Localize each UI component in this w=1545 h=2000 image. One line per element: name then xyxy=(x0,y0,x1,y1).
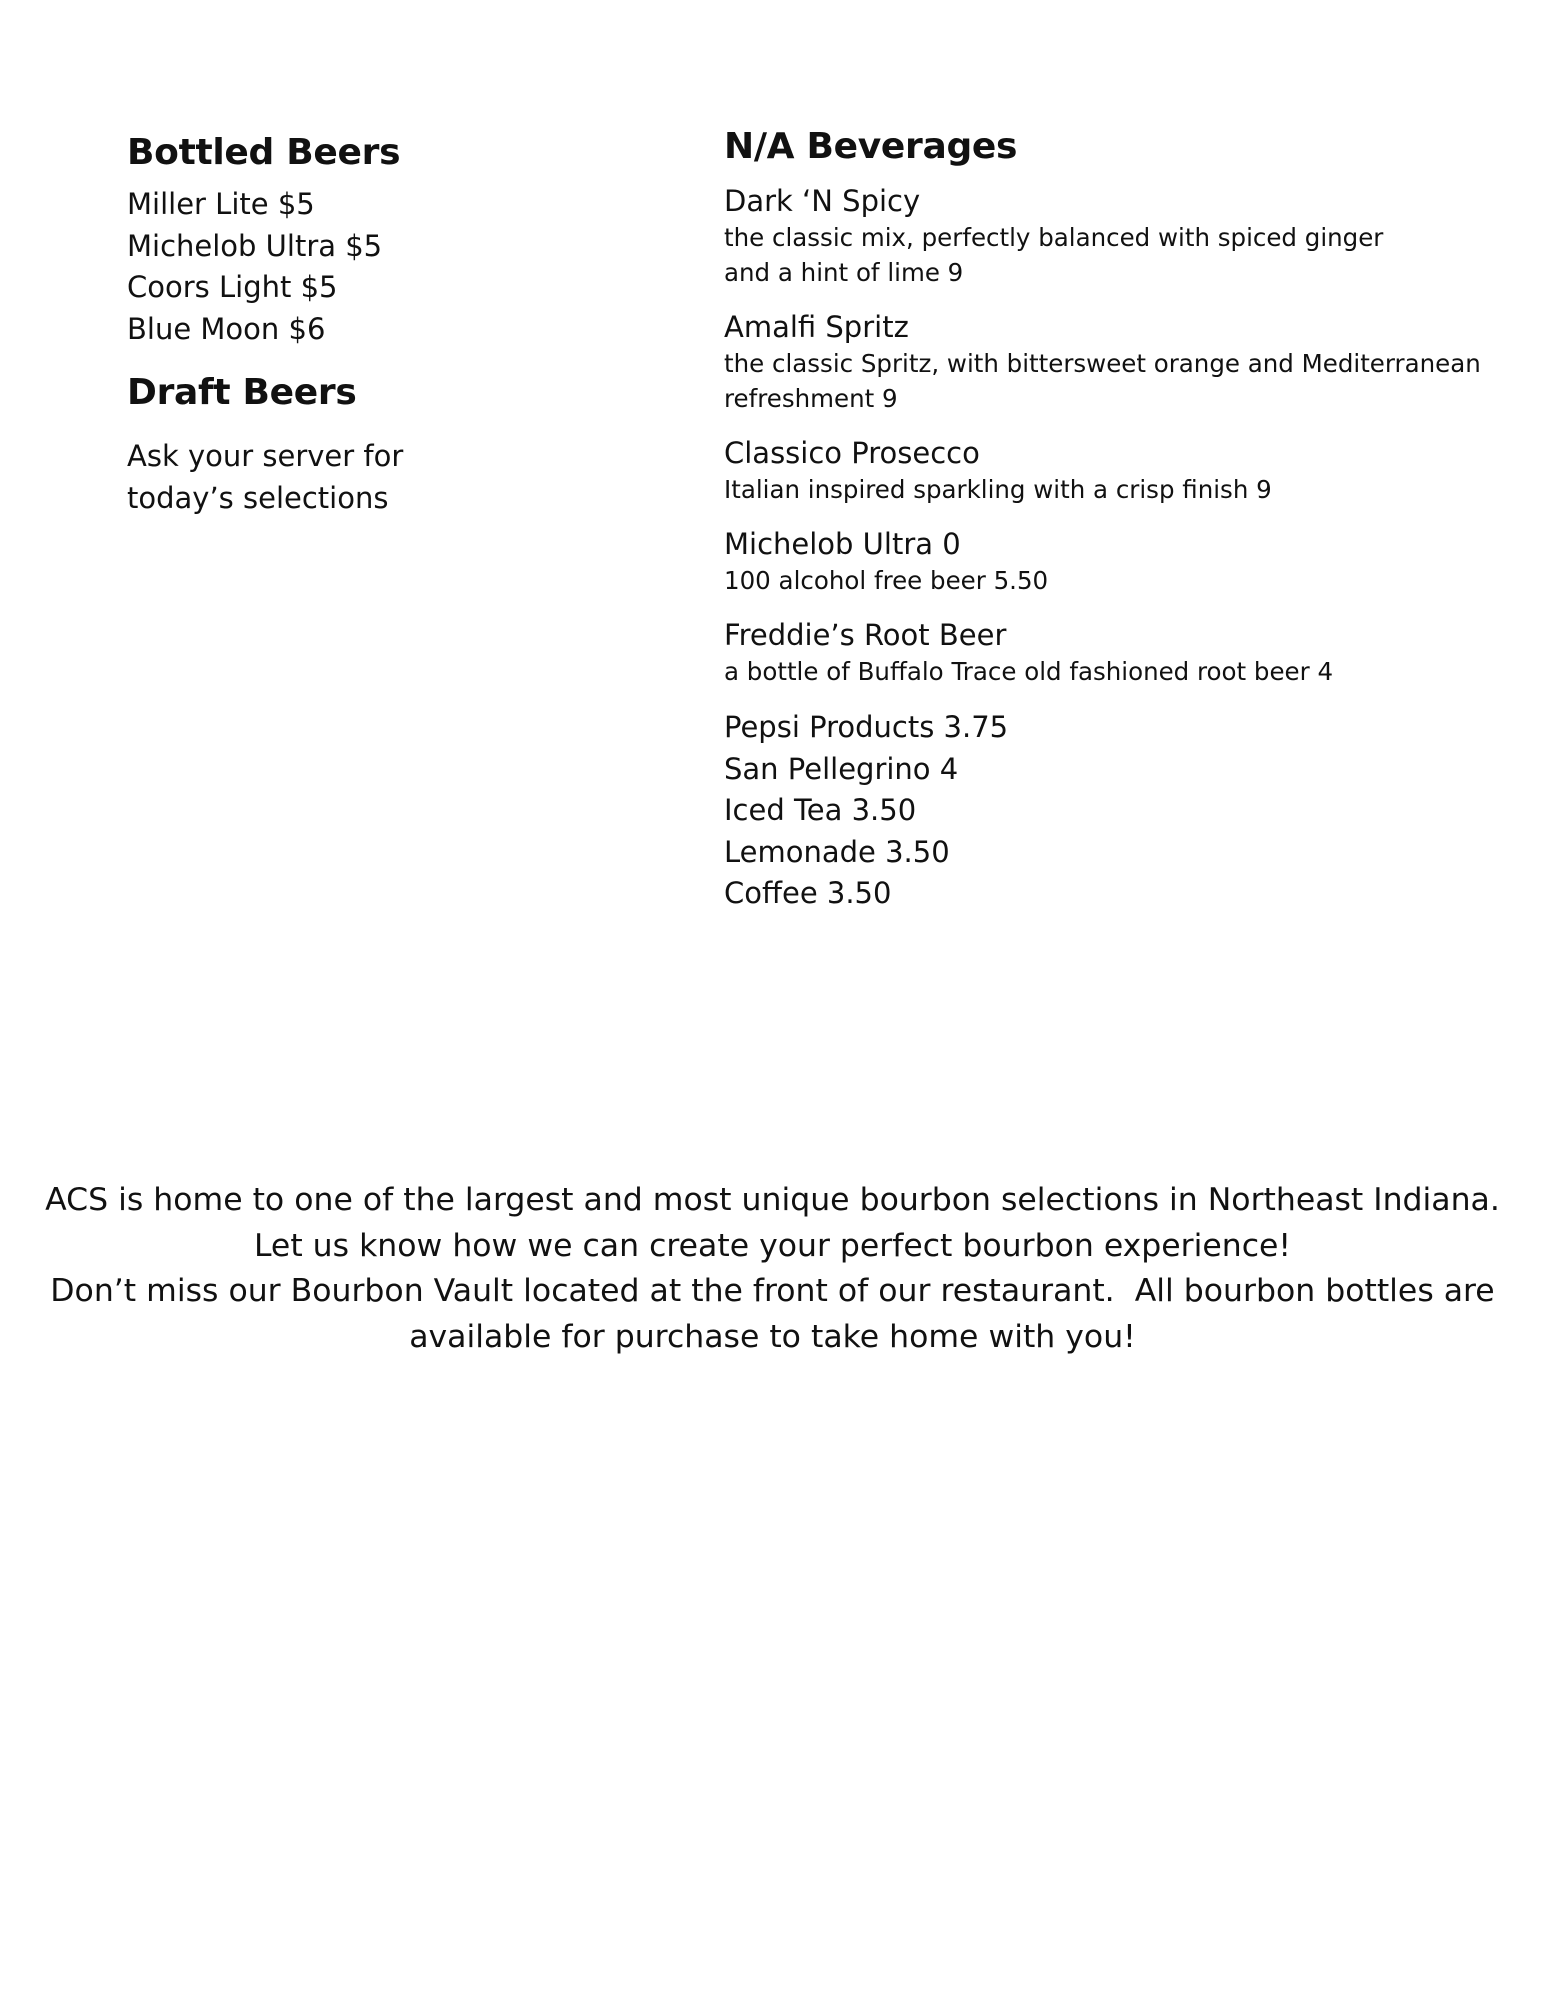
beverage-description: Italian inspired sparkling with a crisp finish 9 xyxy=(724,475,1272,504)
beverage-name: Freddie’s Root Beer xyxy=(724,618,1007,652)
na-beverages-heading: N/A Beverages xyxy=(724,126,1018,167)
beverage-description: refreshment 9 xyxy=(724,384,898,413)
footer-line: available for purchase to take home with you! xyxy=(409,1318,1136,1355)
left-column xyxy=(127,130,647,519)
na-simple-item: Coffee 3.50 xyxy=(724,876,892,910)
bourbon-footer xyxy=(0,1178,1545,1360)
bottled-beer-item: Coors Light $5 xyxy=(127,270,338,304)
na-simple-item: Lemonade 3.50 xyxy=(724,834,950,869)
footer-line: ACS is home to one of the largest and most unique bourbon selections in Northeast Indiana. xyxy=(45,1182,1500,1218)
footer-line: Don’t miss our Bourbon Vault located at the front of our restaurant. All bourbon bottles are xyxy=(50,1273,1495,1309)
draft-beers-heading: Draft Beers xyxy=(127,372,357,413)
beverage-description: the classic mix, perfectly balanced with spiced ginger xyxy=(724,223,1384,252)
right-column xyxy=(724,124,1524,915)
beverage-name: Amalfi Spritz xyxy=(724,310,909,344)
footer-line: Let us know how we can create your perfect bourbon experience! xyxy=(253,1227,1292,1264)
beverage-description: 100 alcohol free beer 5.50 xyxy=(724,566,1049,595)
bottled-beers-list xyxy=(127,184,647,350)
draft-note-line: today’s selections xyxy=(127,480,389,515)
na-beverage-item xyxy=(724,308,1524,416)
beverage-name: Classico Prosecco xyxy=(724,436,980,470)
beverage-description: and a hint of lime 9 xyxy=(724,258,964,287)
draft-beers-note xyxy=(127,436,647,519)
beverage-description: a bottle of Buffalo Trace old fashioned root beer 4 xyxy=(724,657,1334,686)
na-simple-item: Pepsi Products 3.75 xyxy=(724,710,1009,744)
beverage-description: the classic Spritz, with bittersweet orange and Mediterranean xyxy=(724,349,1481,378)
na-beverage-item xyxy=(724,182,1524,290)
na-simple-list xyxy=(724,707,1524,915)
bottled-beer-item: Miller Lite $5 xyxy=(127,187,315,221)
beverage-name: Michelob Ultra 0 xyxy=(724,527,961,561)
bottled-beers-heading: Bottled Beers xyxy=(127,132,401,173)
na-beverage-item xyxy=(724,616,1524,689)
na-simple-item: San Pellegrino 4 xyxy=(724,751,959,786)
bottled-beer-item: Blue Moon $6 xyxy=(127,311,326,346)
beverage-name: Dark ‘N Spicy xyxy=(724,184,921,218)
na-simple-item: Iced Tea 3.50 xyxy=(724,793,917,827)
na-beverage-item xyxy=(724,434,1524,507)
bottled-beer-item: Michelob Ultra $5 xyxy=(127,228,383,263)
na-beverage-item xyxy=(724,525,1524,598)
draft-note-line: Ask your server for xyxy=(127,439,404,473)
